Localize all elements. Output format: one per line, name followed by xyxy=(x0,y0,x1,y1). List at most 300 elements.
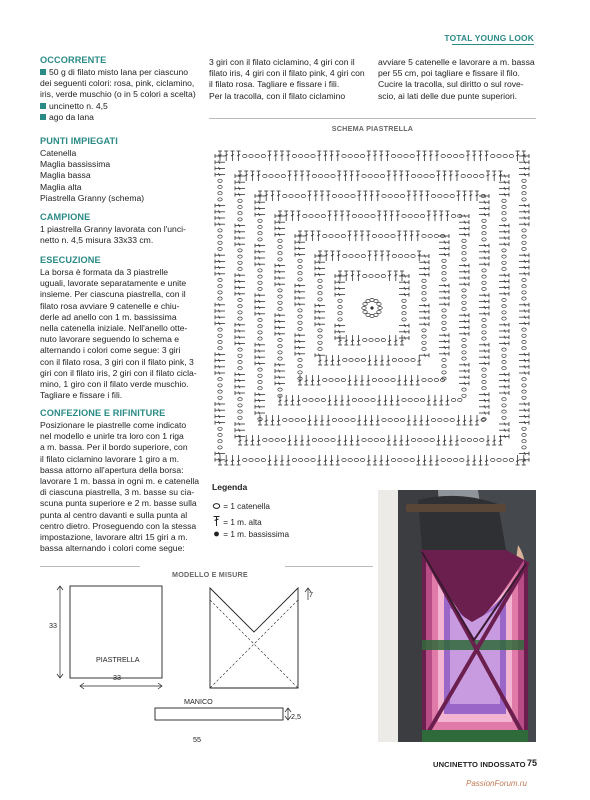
dc-stitch-symbol xyxy=(436,171,440,181)
chain-symbol xyxy=(278,357,282,360)
chain-symbol xyxy=(442,309,446,312)
chain-symbol xyxy=(238,348,242,351)
col3-text xyxy=(378,57,536,102)
dc-stitch-symbol xyxy=(394,335,398,345)
dc-stitch-symbol xyxy=(235,273,245,277)
dc-stitch-symbol xyxy=(235,422,245,426)
chain-symbol xyxy=(491,458,495,461)
dc-stitch-symbol xyxy=(284,211,288,221)
dc-stitch-symbol xyxy=(435,151,439,161)
chain-symbol xyxy=(462,394,466,397)
chain-symbol xyxy=(361,254,365,257)
chain-symbol xyxy=(411,254,415,257)
dc-stitch-symbol xyxy=(499,335,509,339)
dc-stitch-symbol xyxy=(275,313,285,317)
dc-stitch-symbol xyxy=(270,191,274,201)
chain-symbol xyxy=(380,174,384,177)
chain-symbol xyxy=(278,252,282,255)
chain-symbol xyxy=(258,281,262,284)
chain-symbol xyxy=(522,334,526,337)
chain-symbol xyxy=(473,174,477,177)
chain-symbol xyxy=(338,318,342,321)
dc-stitch-symbol xyxy=(354,231,358,241)
chain-symbol xyxy=(522,235,526,238)
dc-stitch-symbol xyxy=(459,264,469,268)
dc-stitch-symbol xyxy=(286,151,290,161)
chain-symbol xyxy=(261,458,265,461)
dc-stitch-symbol xyxy=(374,355,378,365)
chain-symbol xyxy=(410,154,414,157)
dc-stitch-symbol xyxy=(215,359,225,363)
chain-symbol xyxy=(283,418,287,421)
chain-symbol xyxy=(398,154,402,157)
dc-stitch-symbol xyxy=(356,171,360,181)
chain-symbol xyxy=(278,307,282,310)
chain-symbol xyxy=(462,357,466,360)
chain-symbol xyxy=(218,340,222,343)
dc-stitch-symbol xyxy=(255,206,265,210)
chain-symbol xyxy=(404,154,408,157)
dc-stitch-symbol xyxy=(485,455,489,465)
bullet-square-icon xyxy=(40,103,46,109)
chain-symbol xyxy=(343,254,347,257)
dc-stitch-symbol xyxy=(439,395,443,405)
punti-title: PUNTI IMPIEGATI xyxy=(40,136,118,146)
dc-stitch-symbol xyxy=(270,415,274,425)
chain-symbol xyxy=(365,214,369,217)
dc-stitch-symbol xyxy=(278,395,282,405)
esecuzione-line: Tagliare e fissare i fili. xyxy=(40,390,123,401)
chain-symbol xyxy=(269,174,273,177)
dc-stitch-symbol xyxy=(295,246,305,250)
chain-symbol xyxy=(278,239,282,242)
chain-symbol xyxy=(422,285,426,288)
chain-symbol xyxy=(434,234,438,237)
dc-stitch-symbol xyxy=(346,395,350,405)
dc-stitch-symbol xyxy=(396,211,400,221)
chain-symbol xyxy=(502,199,506,202)
chain-symbol xyxy=(360,154,364,157)
dc-stitch-symbol xyxy=(230,455,234,465)
chain-symbol xyxy=(258,232,262,235)
modello-diagram xyxy=(50,578,320,743)
dc-stitch-symbol xyxy=(367,455,371,465)
dc-stitch-symbol xyxy=(215,222,225,226)
chain-symbol xyxy=(392,254,396,257)
dc-stitch-symbol xyxy=(479,392,489,396)
chain-symbol xyxy=(332,194,336,197)
chain-symbol xyxy=(391,458,395,461)
chain-symbol xyxy=(338,305,342,308)
chain-symbol xyxy=(388,194,392,197)
chain-symbol xyxy=(355,358,359,361)
chain-symbol xyxy=(218,235,222,238)
chain-symbol xyxy=(354,458,358,461)
chain-symbol xyxy=(422,341,426,344)
chain-symbol xyxy=(482,225,486,228)
dc-stitch-symbol xyxy=(519,421,529,425)
dc-stitch-symbol xyxy=(433,211,437,221)
chain-symbol xyxy=(312,438,316,441)
chain-symbol xyxy=(482,374,486,377)
chain-symbol xyxy=(522,198,526,201)
dc-stitch-symbol xyxy=(255,392,265,396)
chain-symbol xyxy=(442,265,446,268)
dc-stitch-symbol xyxy=(235,186,245,190)
chain-symbol xyxy=(502,205,506,208)
chain-stitch-icon xyxy=(212,502,221,510)
dc-stitch-symbol xyxy=(275,369,285,373)
chain-symbol xyxy=(382,418,386,421)
chain-symbol xyxy=(402,398,406,401)
dc-stitch-symbol xyxy=(314,191,318,201)
chain-symbol xyxy=(298,278,302,281)
dc-stitch-symbol xyxy=(519,173,529,177)
confezione-line: punta al centro davanti e sulla punta al xyxy=(40,509,188,520)
col2-line: Per la tracolla, con il filato ciclamino xyxy=(209,90,346,101)
dc-stitch-symbol xyxy=(295,346,305,350)
chain-symbol xyxy=(502,311,506,314)
chain-symbol xyxy=(522,433,526,436)
chain-symbol xyxy=(442,371,446,374)
chain-symbol xyxy=(258,337,262,340)
chain-symbol xyxy=(365,398,369,401)
chain-symbol xyxy=(428,378,432,381)
dc-stitch-symbol xyxy=(499,422,509,426)
dc-stitch-symbol xyxy=(459,375,469,379)
chain-symbol xyxy=(258,287,262,290)
dc-stitch-symbol xyxy=(280,151,284,161)
chain-symbol xyxy=(258,387,262,390)
chain-symbol xyxy=(315,398,319,401)
chain-symbol xyxy=(258,219,262,222)
dc-stitch-symbol xyxy=(294,171,298,181)
chain-symbol xyxy=(522,285,526,288)
chain-symbol xyxy=(382,194,386,197)
dc-stitch-symbol xyxy=(317,231,321,241)
dc-stitch-symbol xyxy=(275,326,285,330)
dc-stitch-symbol xyxy=(323,151,327,161)
dc-stitch-symbol xyxy=(215,173,225,177)
dc-stitch-symbol xyxy=(385,151,389,161)
dc-stitch-symbol xyxy=(456,191,460,201)
dc-stitch-symbol xyxy=(479,306,489,310)
chain-symbol xyxy=(325,174,329,177)
chain-symbol xyxy=(441,154,445,157)
dc-stitch-symbol xyxy=(499,236,509,240)
chain-symbol xyxy=(218,198,222,201)
chain-symbol xyxy=(374,299,378,302)
esecuzione-text xyxy=(40,267,195,401)
dc-stitch-symbol xyxy=(479,312,489,316)
chain-symbol xyxy=(450,194,454,197)
dc-stitch-symbol xyxy=(328,211,332,221)
dc-stitch-symbol xyxy=(399,336,409,340)
chain-symbol xyxy=(243,154,247,157)
dc-stitch-symbol xyxy=(374,251,378,261)
col2-line: il filato rosa. Tagliare e fissare i fili. xyxy=(209,79,340,90)
chain-symbol xyxy=(218,440,222,443)
chain-symbol xyxy=(362,174,366,177)
dc-stitch-symbol xyxy=(519,371,529,375)
chain-symbol xyxy=(424,438,428,441)
chain-symbol xyxy=(366,313,370,316)
chain-symbol xyxy=(351,418,355,421)
chain-symbol xyxy=(482,337,486,340)
chain-symbol xyxy=(278,345,282,348)
chain-symbol xyxy=(428,234,432,237)
chain-symbol xyxy=(238,267,242,270)
dc-stitch-symbol xyxy=(399,435,403,445)
chain-symbol xyxy=(351,194,355,197)
chain-symbol xyxy=(258,275,262,278)
dc-stitch-symbol xyxy=(459,332,469,336)
dc-stitch-symbol xyxy=(317,455,321,465)
dc-stitch-symbol xyxy=(387,171,391,181)
dc-stitch-symbol xyxy=(297,211,301,221)
dc-stitch-symbol xyxy=(235,335,245,339)
dc-stitch-symbol xyxy=(423,455,427,465)
confezione-line: bassa alternando i colori come segue: xyxy=(40,543,185,554)
chain-symbol xyxy=(218,229,222,232)
chain-symbol xyxy=(238,255,242,258)
dc-stitch-symbol xyxy=(315,353,325,357)
dc-stitch-symbol xyxy=(466,151,470,161)
schema-title: SCHEMA PIASTRELLA xyxy=(331,124,414,133)
chain-symbol xyxy=(462,301,466,304)
chain-symbol xyxy=(502,305,506,308)
chain-symbol xyxy=(338,312,342,315)
dc-stitch-symbol xyxy=(419,310,429,314)
chain-symbol xyxy=(218,433,222,436)
dc-stitch-symbol xyxy=(388,335,392,345)
dc-stitch-symbol xyxy=(315,316,325,320)
chain-symbol xyxy=(502,255,506,258)
dc-stitch-symbol xyxy=(479,206,489,210)
dc-stitch-symbol xyxy=(519,166,529,170)
dc-stitch-symbol xyxy=(357,335,361,345)
dc-stitch-symbol xyxy=(337,435,341,445)
dc-stitch-symbol xyxy=(334,211,338,221)
dc-stitch-symbol xyxy=(275,363,285,367)
chain-symbol xyxy=(473,438,477,441)
chain-symbol xyxy=(391,234,395,237)
chain-symbol xyxy=(502,410,506,413)
confezione-text xyxy=(40,420,200,554)
chain-symbol xyxy=(238,317,242,320)
chain-symbol xyxy=(238,218,242,221)
dc-stitch-symbol xyxy=(255,405,265,409)
double-crochet-icon xyxy=(212,515,221,527)
chain-symbol xyxy=(348,458,352,461)
chain-symbol xyxy=(482,368,486,371)
chain-symbol xyxy=(295,418,299,421)
manico-strap xyxy=(155,708,283,720)
dc-stitch-symbol xyxy=(443,171,447,181)
chain-symbol xyxy=(430,174,434,177)
dc-stitch-symbol xyxy=(390,211,394,221)
chain-symbol xyxy=(522,347,526,350)
dc-stitch-symbol xyxy=(492,435,496,445)
chain-symbol xyxy=(444,418,448,421)
dc-stitch-symbol xyxy=(443,435,447,445)
dc-stitch-symbol xyxy=(275,332,285,336)
chain-symbol xyxy=(451,214,455,217)
chain-symbol xyxy=(218,241,222,244)
dc-stitch-symbol xyxy=(274,455,278,465)
legenda-item-bassissima: = 1 m. bassissima xyxy=(212,530,289,539)
dc-stitch-symbol xyxy=(519,216,529,220)
chain-symbol xyxy=(325,438,329,441)
punti-item: Piastrella Granny (schema) xyxy=(40,192,145,203)
dc-stitch-symbol xyxy=(275,319,285,323)
chain-symbol xyxy=(411,174,415,177)
chain-symbol xyxy=(338,418,342,421)
chain-symbol xyxy=(363,302,367,305)
dc-stitch-symbol xyxy=(310,375,314,385)
dc-stitch-symbol xyxy=(380,251,384,261)
dc-stitch-symbol xyxy=(295,284,305,288)
chain-symbol xyxy=(372,234,376,237)
chain-symbol xyxy=(502,298,506,301)
dc-stitch-symbol xyxy=(215,309,225,313)
dc-stitch-symbol xyxy=(237,151,241,161)
dc-stitch-symbol xyxy=(348,375,352,385)
dc-stitch-symbol xyxy=(235,385,245,389)
dc-stitch-symbol xyxy=(459,226,469,230)
dc-stitch-symbol xyxy=(330,455,334,465)
dim-height-label: 33 xyxy=(49,621,57,630)
chain-symbol xyxy=(482,331,486,334)
dc-stitch-symbol xyxy=(399,286,409,290)
dc-stitch-symbol xyxy=(396,395,400,405)
chain-symbol xyxy=(480,174,484,177)
dc-stitch-symbol xyxy=(230,151,234,161)
chain-symbol xyxy=(258,225,262,228)
chain-symbol xyxy=(238,354,242,357)
dc-stitch-symbol xyxy=(407,191,411,201)
section-label: TOTAL YOUNG LOOK xyxy=(444,33,534,43)
chain-symbol xyxy=(298,259,302,262)
chain-symbol xyxy=(438,194,442,197)
dc-stitch-symbol xyxy=(255,244,265,248)
dc-stitch-symbol xyxy=(519,309,529,313)
chain-symbol xyxy=(502,267,506,270)
dc-stitch-symbol xyxy=(499,391,509,395)
dc-stitch-symbol xyxy=(255,262,265,266)
dc-stitch-symbol xyxy=(400,335,404,345)
chain-symbol xyxy=(258,368,262,371)
dc-stitch-symbol xyxy=(479,405,489,409)
confezione-line: di ciascuna piastrella, 3 m. basse su cia- xyxy=(40,487,195,498)
chain-symbol xyxy=(375,274,379,277)
chain-symbol xyxy=(411,438,415,441)
occorrente-item-1: 50 g di filato misto lana per ciascuno xyxy=(40,67,195,78)
chain-symbol xyxy=(238,404,242,407)
dc-stitch-symbol xyxy=(350,271,354,281)
chain-symbol xyxy=(458,398,462,401)
chain-symbol xyxy=(341,378,345,381)
occorrente-item-3: ago da lana xyxy=(40,112,195,123)
chain-symbol xyxy=(381,274,385,277)
chain-symbol xyxy=(243,458,247,461)
chain-symbol xyxy=(482,232,486,235)
chain-symbol xyxy=(461,438,465,441)
chain-symbol xyxy=(371,398,375,401)
chain-symbol xyxy=(462,351,466,354)
dc-stitch-symbol xyxy=(479,293,489,297)
occorrente-item-1-line: dei seguenti colori: rosa, pink, ciclamino, xyxy=(40,78,195,89)
dc-stitch-symbol xyxy=(449,171,453,181)
chain-symbol xyxy=(318,335,322,338)
chain-symbol xyxy=(482,269,486,272)
dc-stitch-symbol xyxy=(255,399,265,403)
dc-stitch-symbol xyxy=(469,191,473,201)
chain-symbol xyxy=(363,338,367,341)
dc-stitch-symbol xyxy=(403,375,407,385)
header-rule xyxy=(452,44,534,45)
dc-stitch-symbol xyxy=(439,346,449,350)
chain-symbol xyxy=(522,192,526,195)
dc-stitch-symbol xyxy=(419,415,423,425)
dc-stitch-symbol xyxy=(445,395,449,405)
dc-stitch-symbol xyxy=(343,435,347,445)
chain-symbol xyxy=(349,254,353,257)
chain-symbol xyxy=(238,212,242,215)
chain-symbol xyxy=(218,347,222,350)
chain-symbol xyxy=(258,318,262,321)
dc-stitch-symbol xyxy=(295,339,305,343)
chain-symbol xyxy=(342,458,346,461)
chain-symbol xyxy=(411,358,415,361)
dc-stitch-symbol xyxy=(499,224,509,228)
dc-stitch-symbol xyxy=(478,455,482,465)
chain-symbol xyxy=(398,254,402,257)
chain-symbol xyxy=(422,378,426,381)
dc-stitch-symbol xyxy=(455,435,459,445)
chain-symbol xyxy=(218,185,222,188)
campione-title: CAMPIONE xyxy=(40,212,91,222)
chain-symbol xyxy=(369,274,373,277)
dc-stitch-symbol xyxy=(304,375,308,385)
dc-stitch-symbol xyxy=(315,310,325,314)
chain-symbol xyxy=(408,398,412,401)
chain-symbol xyxy=(289,194,293,197)
dc-stitch-symbol xyxy=(439,333,449,337)
dc-stitch-symbol xyxy=(337,171,341,181)
chain-symbol xyxy=(502,348,506,351)
dc-stitch-symbol xyxy=(407,415,411,425)
dc-stitch-symbol xyxy=(346,211,350,221)
dc-stitch-symbol xyxy=(475,415,479,425)
dc-stitch-symbol xyxy=(255,312,265,316)
magazine-name: UNCINETTO INDOSSATO xyxy=(433,760,526,769)
chain-symbol xyxy=(372,378,376,381)
esecuzione-line: alternando i colori come segue: 3 giri xyxy=(40,345,181,356)
dc-stitch-symbol xyxy=(235,329,245,333)
dc-stitch-symbol xyxy=(215,166,225,170)
chain-symbol xyxy=(420,398,424,401)
chain-symbol xyxy=(522,247,526,250)
dc-stitch-symbol xyxy=(294,435,298,445)
chain-symbol xyxy=(408,214,412,217)
dc-stitch-symbol xyxy=(479,213,489,217)
chain-symbol xyxy=(414,214,418,217)
chain-symbol xyxy=(402,305,406,308)
chain-symbol xyxy=(341,234,345,237)
chain-symbol xyxy=(434,378,438,381)
dc-stitch-symbol xyxy=(519,222,529,226)
